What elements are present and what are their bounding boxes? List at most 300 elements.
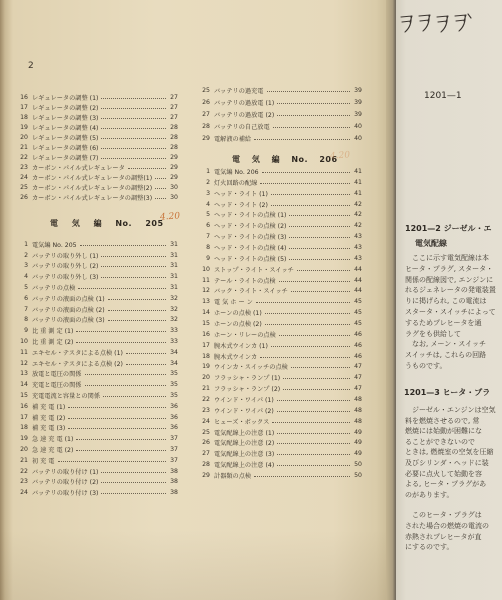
toc-entry <box>198 285 362 296</box>
dot-leader <box>68 418 166 419</box>
entry-number: 15 <box>20 392 28 400</box>
entry-page: 28 <box>170 133 178 141</box>
entry-number: 18 <box>20 424 28 432</box>
toc-entry <box>198 209 362 220</box>
entry-number: 15 <box>202 319 210 327</box>
entry-title: ウインド・ワイパ (1) <box>214 396 274 404</box>
text-line: ることができないので <box>405 437 475 446</box>
entry-title: バッテリの過放電 (1) <box>214 99 275 107</box>
dot-leader <box>260 183 350 184</box>
dot-leader <box>289 215 350 216</box>
toc-entry <box>198 133 362 145</box>
dot-leader <box>265 313 350 314</box>
entry-title: 電気配線上の注意 (3) <box>214 451 275 459</box>
toc-entry <box>16 315 178 326</box>
entry-title: カーボン・パイル式レギュレータの調整(3) <box>32 194 153 202</box>
entry-number: 12 <box>202 287 210 295</box>
toc-entry <box>198 383 362 394</box>
entry-number: 6 <box>206 222 210 230</box>
toc-entry <box>16 390 178 401</box>
dot-leader <box>103 396 166 397</box>
dot-leader <box>78 288 166 289</box>
toc-entry <box>198 242 362 253</box>
entry-page: 34 <box>170 348 178 356</box>
entry-number: 1 <box>206 167 210 175</box>
entry-title: 腕木式ウインカ (1) <box>214 342 268 350</box>
entry-number: 16 <box>20 93 28 101</box>
text-line: ラグをも供給して <box>405 329 461 338</box>
toc-entry <box>16 433 178 444</box>
section-body <box>405 253 496 372</box>
entry-page: 32 <box>170 305 178 313</box>
dot-leader <box>277 454 350 455</box>
toc-entry <box>16 466 178 477</box>
dot-leader <box>108 310 166 311</box>
text-line: 料を燃焼させるので, 常 <box>405 416 480 425</box>
entry-title: 電 気 ホ ー ン <box>214 299 253 307</box>
entry-number: 25 <box>202 428 210 436</box>
entry-page: 44 <box>354 265 362 273</box>
entry-number: 26 <box>202 98 210 106</box>
entry-page: 31 <box>170 273 178 281</box>
dot-leader <box>289 248 350 249</box>
dot-leader <box>260 357 350 358</box>
entry-number: 24 <box>202 417 210 425</box>
entry-number: 20 <box>20 446 28 454</box>
dot-leader <box>68 428 166 429</box>
entry-page: 49 <box>354 450 362 458</box>
entry-number: 19 <box>20 435 28 443</box>
entry-title: レギュレータの調整 (4) <box>32 124 99 132</box>
entry-title: 急 速 充 電 (1) <box>32 436 74 444</box>
entry-page: 33 <box>170 338 178 346</box>
toc-entry <box>198 121 362 133</box>
toc-entry <box>16 487 178 498</box>
entry-number: 13 <box>20 370 28 378</box>
entry-number: 11 <box>202 276 210 284</box>
toc-entry <box>198 96 362 108</box>
toc-entry <box>16 102 178 112</box>
entry-page: 42 <box>354 222 362 230</box>
dot-leader <box>108 320 166 321</box>
entry-number: 23 <box>202 406 210 414</box>
entry-number: 19 <box>202 363 210 371</box>
dot-leader <box>271 346 350 347</box>
text-line: ジーゼル・エンジンは空気 <box>412 406 496 414</box>
entry-page: 39 <box>354 86 362 94</box>
entry-number: 21 <box>20 143 28 151</box>
entry-number: 3 <box>24 262 28 270</box>
entry-number: 5 <box>206 211 210 219</box>
entry-page: 46 <box>354 330 362 338</box>
entry-page: 36 <box>170 424 178 432</box>
entry-number: 6 <box>24 294 28 302</box>
entry-title: ホーンの点検 (1) <box>214 310 262 318</box>
entry-page: 35 <box>170 370 178 378</box>
dot-leader <box>254 139 350 140</box>
entry-title: カーボン・パイル式レギュレータの調整(1) <box>32 174 153 182</box>
text-line: ヒータ・プラグ, スタータ・ <box>405 264 494 273</box>
entry-title: レギュレータの調整 (2) <box>32 104 99 112</box>
toc-entry <box>16 369 178 380</box>
toc-entry <box>198 351 362 362</box>
toc-entry <box>198 108 362 120</box>
toc-entry <box>16 192 178 202</box>
entry-title: バッテリの過充電 <box>214 87 264 95</box>
entry-page: 47 <box>354 374 362 382</box>
handwritten-scribble <box>398 10 478 36</box>
text-line: なお, メーン・スイッチ <box>412 340 487 349</box>
entry-title: ヘッド・ライト (1) <box>214 190 268 198</box>
entry-title: テール・ライトの点検 <box>214 277 276 285</box>
toc-entry <box>16 122 178 132</box>
entry-page: 28 <box>170 123 178 131</box>
entry-page: 49 <box>354 428 362 436</box>
section-subtitle: 電気配線 <box>415 239 447 248</box>
dot-leader <box>256 302 350 303</box>
entry-title: ヘッド・ライトの点検 (3) <box>214 234 287 242</box>
entry-number: 28 <box>202 123 210 131</box>
entry-page: 29 <box>170 173 178 181</box>
text-line: スイッチは, これらの回路 <box>405 351 487 360</box>
entry-number: 12 <box>20 359 28 367</box>
toc-entry <box>198 405 362 416</box>
entry-page: 31 <box>170 251 178 259</box>
entry-number: 3 <box>206 189 210 197</box>
toc-block-205 <box>16 239 178 498</box>
entry-title: ヒューズ・ボックス <box>214 418 270 426</box>
entry-number: 17 <box>202 341 210 349</box>
toc-entry <box>16 239 178 250</box>
entry-title: バッテリの取り付け (1) <box>32 468 99 476</box>
entry-page: 42 <box>354 211 362 219</box>
entry-page: 31 <box>170 240 178 248</box>
entry-title: バッテリの過放電 (2) <box>214 111 275 119</box>
entry-number: 1 <box>24 240 28 248</box>
toc-entry <box>198 199 362 210</box>
entry-number: 8 <box>206 243 210 251</box>
entry-page: 31 <box>170 284 178 292</box>
entry-title: ヘッド・ライトの点検 (1) <box>214 212 287 220</box>
entry-number: 29 <box>202 135 210 143</box>
entry-page: 38 <box>170 467 178 475</box>
entry-page: 39 <box>354 110 362 118</box>
section-heading-206: 電 気 編 No. 206 <box>232 155 338 164</box>
entry-title: バッテリの液面の点検 (3) <box>32 317 105 325</box>
toc-entry <box>16 162 178 172</box>
dot-leader <box>277 443 350 444</box>
entry-page: 41 <box>354 189 362 197</box>
entry-number: 16 <box>202 330 210 338</box>
dot-leader <box>289 259 350 260</box>
entry-title: ホーンの点検 (2) <box>214 320 262 328</box>
entry-page: 39 <box>354 98 362 106</box>
toc-entry <box>16 112 178 122</box>
entry-title: バッテリの液面の点検 (2) <box>32 306 105 314</box>
dot-leader <box>254 476 350 477</box>
entry-number: 21 <box>20 456 28 464</box>
entry-number: 22 <box>202 395 210 403</box>
entry-number: 14 <box>20 381 28 389</box>
entry-number: 2 <box>24 251 28 259</box>
dot-leader <box>265 324 350 325</box>
entry-number: 17 <box>20 413 28 421</box>
dot-leader <box>277 411 350 412</box>
entry-number: 16 <box>20 402 28 410</box>
entry-title: 比 重 測 定 (2) <box>32 339 74 347</box>
entry-title: 比 重 測 定 (1) <box>32 328 74 336</box>
dot-leader <box>126 353 166 354</box>
toc-entry <box>16 444 178 455</box>
toc-entry <box>16 132 178 142</box>
toc-entry <box>16 401 178 412</box>
entry-page: 45 <box>354 309 362 317</box>
entry-title: 初 充 電 <box>32 457 55 465</box>
toc-entry <box>16 282 178 293</box>
paragraph <box>405 405 496 500</box>
entry-number: 10 <box>20 338 28 346</box>
dot-leader <box>101 277 166 278</box>
entry-number: 22 <box>20 153 28 161</box>
dot-leader <box>101 158 166 159</box>
text-line: にするのです。 <box>405 543 454 552</box>
entry-page: 37 <box>170 435 178 443</box>
entry-title: バッテリの取り外し (1) <box>32 252 99 260</box>
dot-leader <box>101 128 166 129</box>
dot-leader <box>101 493 166 494</box>
entry-page: 49 <box>354 439 362 447</box>
entry-number: 22 <box>20 467 28 475</box>
entry-page: 27 <box>170 93 178 101</box>
entry-page: 50 <box>354 471 362 479</box>
entry-number: 27 <box>202 450 210 458</box>
entry-title: 電気編 No. 205 <box>32 241 77 249</box>
dot-leader <box>277 103 350 104</box>
toc-entry <box>198 427 362 438</box>
dot-leader <box>128 168 166 169</box>
dot-leader <box>267 91 351 92</box>
section-body <box>405 405 496 553</box>
section-title: 1201—2 ジーゼル・エ <box>405 224 492 233</box>
entry-title: レギュレータの調整 (7) <box>32 154 99 162</box>
toc-block-206 <box>198 166 362 481</box>
entry-title: バッテリの取り付け (2) <box>32 479 99 487</box>
entry-title: 電気配線上の注意 (1) <box>214 429 275 437</box>
text-line: スタータ・スイッチによって <box>405 307 496 316</box>
entry-page: 45 <box>354 319 362 327</box>
toc-entry <box>198 394 362 405</box>
entry-page: 35 <box>170 381 178 389</box>
entry-title: バッテリの取り外し (3) <box>32 274 99 282</box>
dot-leader <box>101 472 166 473</box>
toc-entry <box>198 84 362 96</box>
text-line: 赤熱されプレヒータが直 <box>405 532 482 541</box>
entry-page: 38 <box>170 478 178 486</box>
dot-leader <box>101 266 166 267</box>
entry-number: 2 <box>206 178 210 186</box>
dot-leader <box>101 108 166 109</box>
entry-number: 7 <box>206 233 210 241</box>
entry-number: 9 <box>24 327 28 335</box>
dot-leader <box>279 281 350 282</box>
entry-title: 灯火回路の配線 <box>214 179 258 187</box>
dot-leader <box>283 389 350 390</box>
toc-entry <box>16 477 178 488</box>
toc-entry <box>16 347 178 358</box>
entry-page: 32 <box>170 294 178 302</box>
dot-leader <box>289 226 350 227</box>
entry-number: 26 <box>20 193 28 201</box>
text-line: のがあります。 <box>405 490 454 499</box>
toc-entry <box>16 379 178 390</box>
entry-page: 44 <box>354 276 362 284</box>
entry-number: 5 <box>24 284 28 292</box>
entry-number: 24 <box>20 173 28 181</box>
entry-title: バッテリの取り外し (2) <box>32 263 99 271</box>
dot-leader <box>76 450 166 451</box>
entry-number: 24 <box>20 489 28 497</box>
entry-title: 電気編 No. 206 <box>214 168 259 176</box>
toc-entry <box>198 307 362 318</box>
entry-title: エキセル・テスタによる点検 (2) <box>32 360 123 368</box>
toc-entry <box>198 361 362 372</box>
text-line: された場合の燃焼の電流の <box>405 521 489 530</box>
dot-leader <box>283 378 350 379</box>
dot-leader <box>262 172 350 173</box>
dot-leader <box>277 465 350 466</box>
entry-page: 47 <box>354 385 362 393</box>
dot-leader <box>271 194 350 195</box>
dot-leader <box>271 205 350 206</box>
dot-leader <box>272 422 350 423</box>
entry-title: 補 充 電 (1) <box>32 403 66 411</box>
toc-entry <box>198 166 362 177</box>
entry-page: 48 <box>354 395 362 403</box>
handwritten-note: 4.20 <box>159 211 181 223</box>
text-line: れるジェネレータの発電装置 <box>405 286 496 295</box>
paragraph <box>405 253 496 339</box>
toc-entry <box>16 423 178 434</box>
dot-leader <box>76 331 166 332</box>
entry-title: レギュレータの調整 (6) <box>32 144 99 152</box>
entry-title: バッテリの液面の点検 (1) <box>32 295 105 303</box>
entry-page: 46 <box>354 341 362 349</box>
text-line: りに掲げられ, この電流は <box>405 297 487 306</box>
entry-page: 28 <box>170 143 178 151</box>
entry-page: 43 <box>354 254 362 262</box>
dot-leader <box>155 178 166 179</box>
toc-entry <box>198 220 362 231</box>
dot-leader <box>126 364 166 365</box>
entry-page: 32 <box>170 316 178 324</box>
toc-entry <box>198 372 362 383</box>
text-line: このヒータ・プラグは <box>412 511 482 520</box>
entry-number: 19 <box>20 123 28 131</box>
entry-page: 30 <box>170 183 178 191</box>
dot-leader <box>279 335 350 336</box>
entry-title: ホーン・リレーの点検 <box>214 331 276 339</box>
entry-page: 27 <box>170 103 178 111</box>
entry-title: レギュレータの調整 (5) <box>32 134 99 142</box>
entry-title: 電気配線上の注意 (2) <box>214 440 275 448</box>
entry-page: 45 <box>354 298 362 306</box>
entry-number: 10 <box>202 265 210 273</box>
toc-entry <box>198 275 362 286</box>
entry-title: レギュレータの調整 (1) <box>32 94 99 102</box>
entry-number: 20 <box>20 133 28 141</box>
toc-entry <box>198 459 362 470</box>
entry-page: 29 <box>170 163 178 171</box>
dot-leader <box>101 118 166 119</box>
dot-leader <box>76 439 166 440</box>
dot-leader <box>155 198 166 199</box>
entry-number: 29 <box>202 471 210 479</box>
toc-entry <box>198 177 362 188</box>
toc-entry <box>198 329 362 340</box>
dot-leader <box>68 407 166 408</box>
dot-leader <box>85 385 167 386</box>
entry-number: 23 <box>20 478 28 486</box>
toc-entry <box>16 358 178 369</box>
entry-title: 補 充 電 (2) <box>32 414 66 422</box>
dot-leader <box>58 461 167 462</box>
dot-leader <box>101 138 166 139</box>
text-line: ここに示す電気配線は本 <box>412 254 489 262</box>
entry-page: 31 <box>170 262 178 270</box>
entry-title: バッテリの取り付け (3) <box>32 490 99 498</box>
toc-entry <box>16 182 178 192</box>
toc-entry <box>16 293 178 304</box>
text-line: 必要に点火して始動を容 <box>405 469 482 478</box>
entry-page: 27 <box>170 113 178 121</box>
entry-page: 48 <box>354 417 362 425</box>
entry-number: 14 <box>202 309 210 317</box>
paragraph <box>405 339 496 371</box>
entry-page: 36 <box>170 413 178 421</box>
dot-leader <box>277 433 350 434</box>
entry-number: 7 <box>24 305 28 313</box>
toc-entry <box>16 455 178 466</box>
entry-page: 40 <box>354 135 362 143</box>
entry-title: カーボン・パイル式レギュレータの調整(2) <box>32 184 153 192</box>
toc-entry <box>16 152 178 162</box>
paragraph <box>405 510 496 552</box>
text-line: よる, ヒータ・プラグがあ <box>405 480 487 489</box>
toc-entry <box>16 250 178 261</box>
toc-entry <box>16 304 178 315</box>
dot-leader <box>277 400 350 401</box>
dot-leader <box>101 482 166 483</box>
entry-number: 4 <box>206 200 210 208</box>
entry-number: 13 <box>202 298 210 306</box>
entry-number: 18 <box>20 113 28 121</box>
toc-entry <box>16 172 178 182</box>
toc-entry <box>16 92 178 102</box>
entry-title: バッテリの自己放電 <box>214 124 270 132</box>
entry-title: バック・ライト・スイッチ <box>214 288 288 296</box>
entry-number: 8 <box>24 316 28 324</box>
toc-entry <box>198 448 362 459</box>
dot-leader <box>297 270 350 271</box>
dot-leader <box>277 115 350 116</box>
entry-title: カーボン・パイル式レギュレータ <box>32 164 125 172</box>
text-line: 関係の配線図で, エンジンに <box>405 275 494 284</box>
entry-page: 43 <box>354 233 362 241</box>
entry-title: フラッシャ・ランプ (2) <box>214 386 281 394</box>
dot-leader <box>101 98 166 99</box>
toc-entry <box>198 264 362 275</box>
toc-entry <box>198 318 362 329</box>
